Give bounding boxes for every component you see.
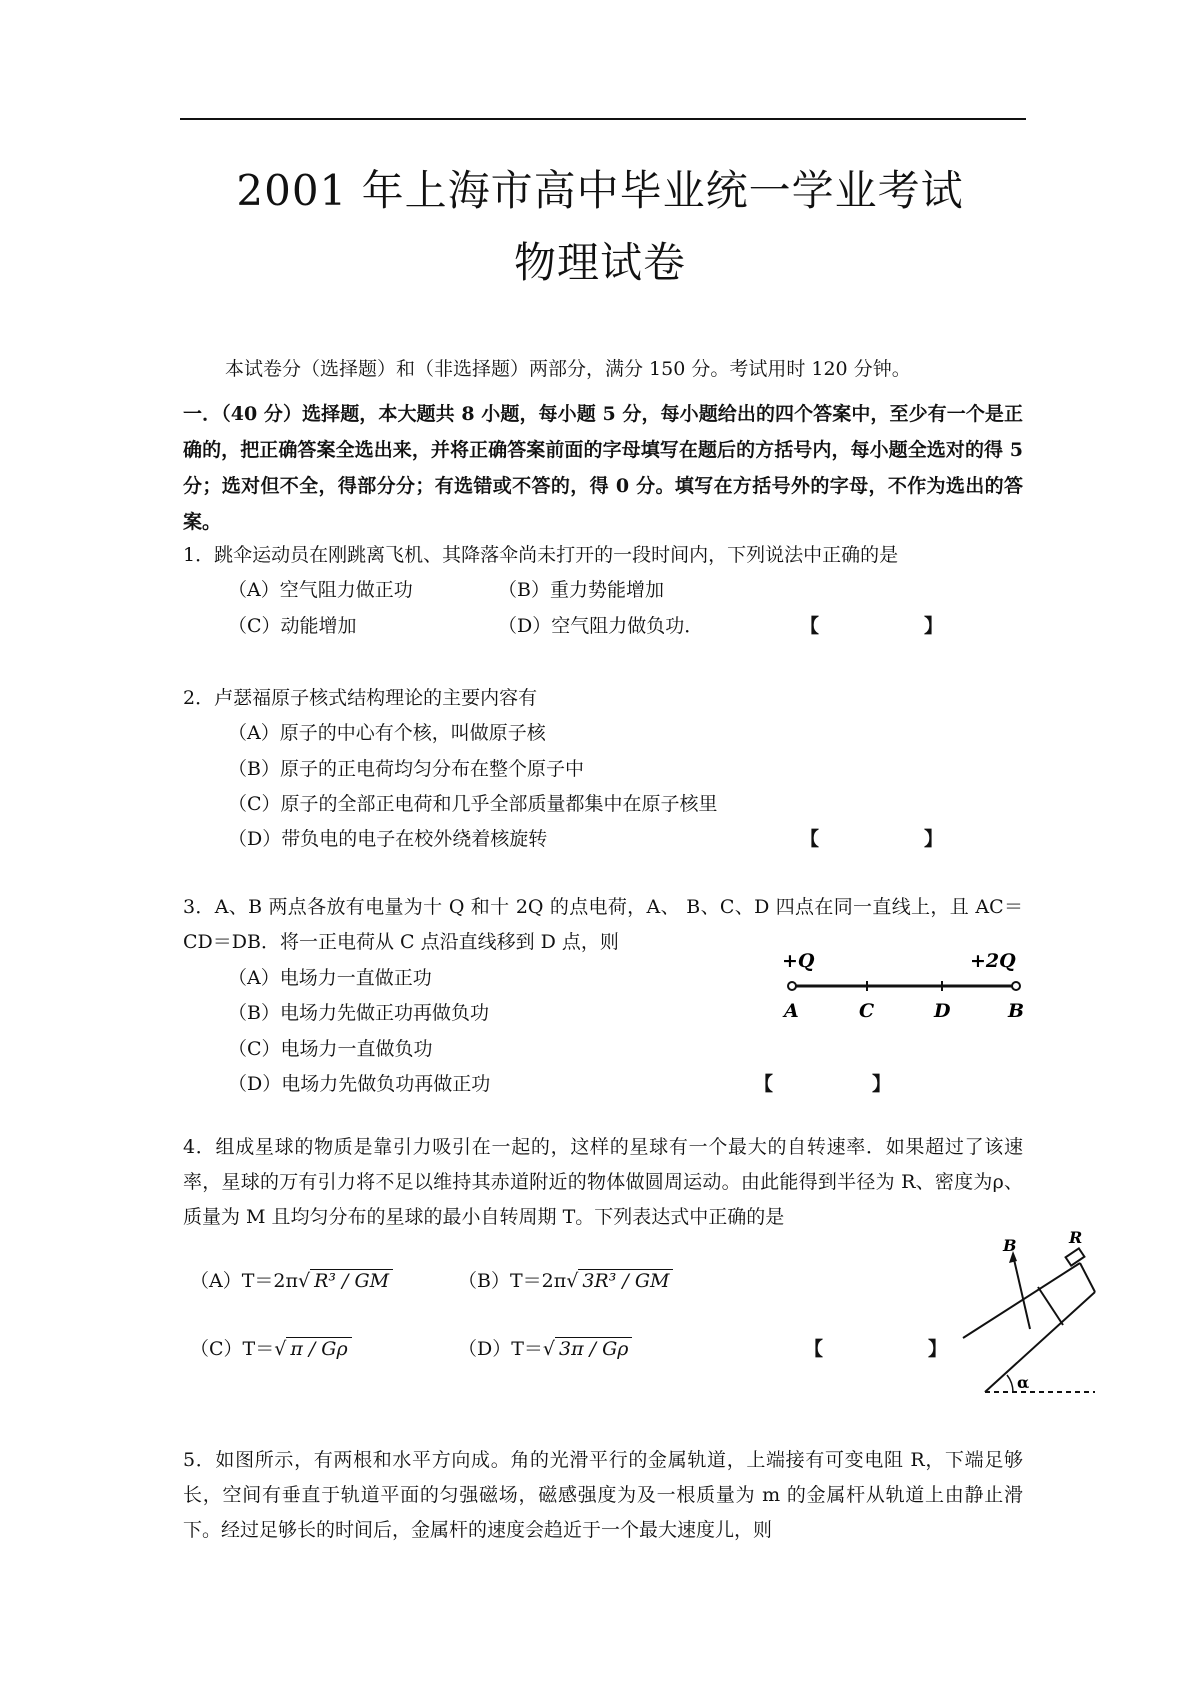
label-alpha: α: [1017, 1373, 1030, 1392]
q4-option-c-expr: π / Gρ: [286, 1337, 351, 1360]
q1-stem: 1．跳伞运动员在刚跳离飞机、其降落伞尚未打开的一段时间内，下列说法中正确的是: [183, 544, 899, 566]
label-r: R: [1069, 1228, 1083, 1247]
q4-option-a-expr: R³ / GM: [310, 1269, 393, 1292]
q1-option-d: （D）空气阻力做负功．: [498, 615, 704, 637]
q4-option-d: [458, 1334, 632, 1361]
q2-option-b: （B）原子的正电荷均匀分布在整个原子中: [228, 758, 584, 780]
q4-option-c-label: （C）T＝: [190, 1338, 275, 1360]
q4-option-c: [190, 1334, 352, 1361]
point-label-b: B: [1008, 1000, 1025, 1022]
q4-stem: 4．组成星球的物质是靠引力吸引在一起的，这样的星球有一个最大的自转速率．如果超过了该速率，星球的万有引力将不足以维持其赤道附近的物体做圆周运动。由此能得到半径为 R、密度为ρ、质量为 M 且均匀分布的星球的最小自转周期 T。下列表达式中正确的是: [183, 1136, 1023, 1228]
q2-bracket-left: 【: [800, 828, 820, 850]
q4-option-b: [458, 1266, 673, 1293]
q3-option-c: （C）电场力一直做负功: [228, 1038, 433, 1060]
q1-option-c: （C）动能增加: [228, 615, 357, 637]
exam-title: 2001 年上海市高中毕业统一学业考试: [236, 166, 964, 215]
q5-stem: 5．如图所示，有两根和水平方向成。角的光滑平行的金属轨道，上端接有可变电阻 R，下端足够长，空间有垂直于轨道平面的匀强磁场，磁感强度为及一根质量为 m 的金属杆从轨道上由静止滑下。经过足够长的时间后，金属杆的速度会趋近于一个最大速度儿，则: [183, 1449, 1023, 1541]
angle-arc: [1007, 1375, 1013, 1392]
q4-option-d-label: （D）T＝: [458, 1338, 543, 1360]
q1-bracket-right: 】: [924, 615, 944, 637]
b-field-arrow: [1013, 1255, 1030, 1329]
sqrt-icon: √: [297, 1270, 311, 1292]
exam-subtitle: 物理试卷: [513, 238, 686, 287]
q4-bracket-left: 【: [804, 1338, 824, 1360]
q2-option-a: （A）原子的中心有个核，叫做原子核: [228, 722, 546, 744]
q3-option-d: （D）电场力先做负功再做正功: [228, 1073, 491, 1095]
q4-bracket-right: 】: [928, 1338, 948, 1360]
charge-label-left: +Q: [782, 950, 815, 972]
q4-option-b-label: （B）T＝2π: [458, 1270, 567, 1292]
q3-line-diagram: [770, 945, 1030, 1025]
q4-option-a-label: （A）T＝2π: [190, 1270, 298, 1292]
q3-stem: 3．A、B 两点各放有电量为十 Q 和十 2Q 的点电荷，A、 B、C、D 四点在同一直线上，且 AC＝CD＝DB．将一正电荷从 C 点沿直线移到 D 点，则: [183, 896, 1023, 953]
point-b-marker: [1012, 982, 1020, 990]
exam-intro: 本试卷分（选择题）和（非选择题）两部分，满分 150 分。考试用时 120 分钟。: [225, 358, 911, 380]
q2-option-d: （D）带负电的电子在校外绕着核旋转: [228, 828, 548, 850]
q3-option-b: （B）电场力先做正功再做负功: [228, 1002, 489, 1024]
q1-option-b: （B）重力势能增加: [498, 579, 664, 601]
q1-option-a: （A）空气阻力做正功: [228, 579, 413, 601]
q4-option-a: [190, 1266, 393, 1293]
charge-label-right: +2Q: [970, 950, 1016, 972]
q2-option-c: （C）原子的全部正电荷和几乎全部质量都集中在原子核里: [228, 793, 718, 815]
top-rule: [180, 118, 1026, 120]
section-instructions: 一．（40 分）选择题，本大题共 8 小题，每小题 5 分，每小题给出的四个答案中，至少有一个是正确的，把正确答案全选出来，并将正确答案前面的字母填写在题后的方括号内，每小题全选对的得 5 分；选对但不全，得部分分；有选错或不答的，得 0 分。填写在方括号外的字母，不作为选出的答案。: [183, 403, 1023, 533]
q4-option-d-expr: 3π / Gρ: [555, 1337, 632, 1360]
q4-option-b-expr: 3R³ / GM: [578, 1269, 673, 1292]
q3-bracket-left: 【: [754, 1073, 774, 1095]
point-a-marker: [788, 982, 796, 990]
sqrt-icon: √: [542, 1338, 556, 1360]
point-label-d: D: [934, 1000, 951, 1022]
q1-bracket-left: 【: [800, 615, 820, 637]
rail-top-connector: [1080, 1263, 1095, 1292]
label-b: B: [1003, 1236, 1017, 1255]
resistor-box: [1066, 1248, 1085, 1265]
inclined-rail-diagram: [955, 1225, 1105, 1405]
q2-bracket-right: 】: [924, 828, 944, 850]
q3-option-a: （A）电场力一直做正功: [228, 967, 432, 989]
rail-upper: [963, 1263, 1080, 1338]
point-label-a: A: [784, 1000, 799, 1022]
rail-lower: [985, 1292, 1095, 1392]
sqrt-icon: √: [274, 1338, 287, 1360]
q2-stem: 2．卢瑟福原子核式结构理论的主要内容有: [183, 687, 538, 709]
q3-bracket-right: 】: [872, 1073, 892, 1095]
point-label-c: C: [859, 1000, 875, 1022]
metal-rod: [1038, 1287, 1063, 1325]
sqrt-icon: √: [566, 1270, 579, 1292]
